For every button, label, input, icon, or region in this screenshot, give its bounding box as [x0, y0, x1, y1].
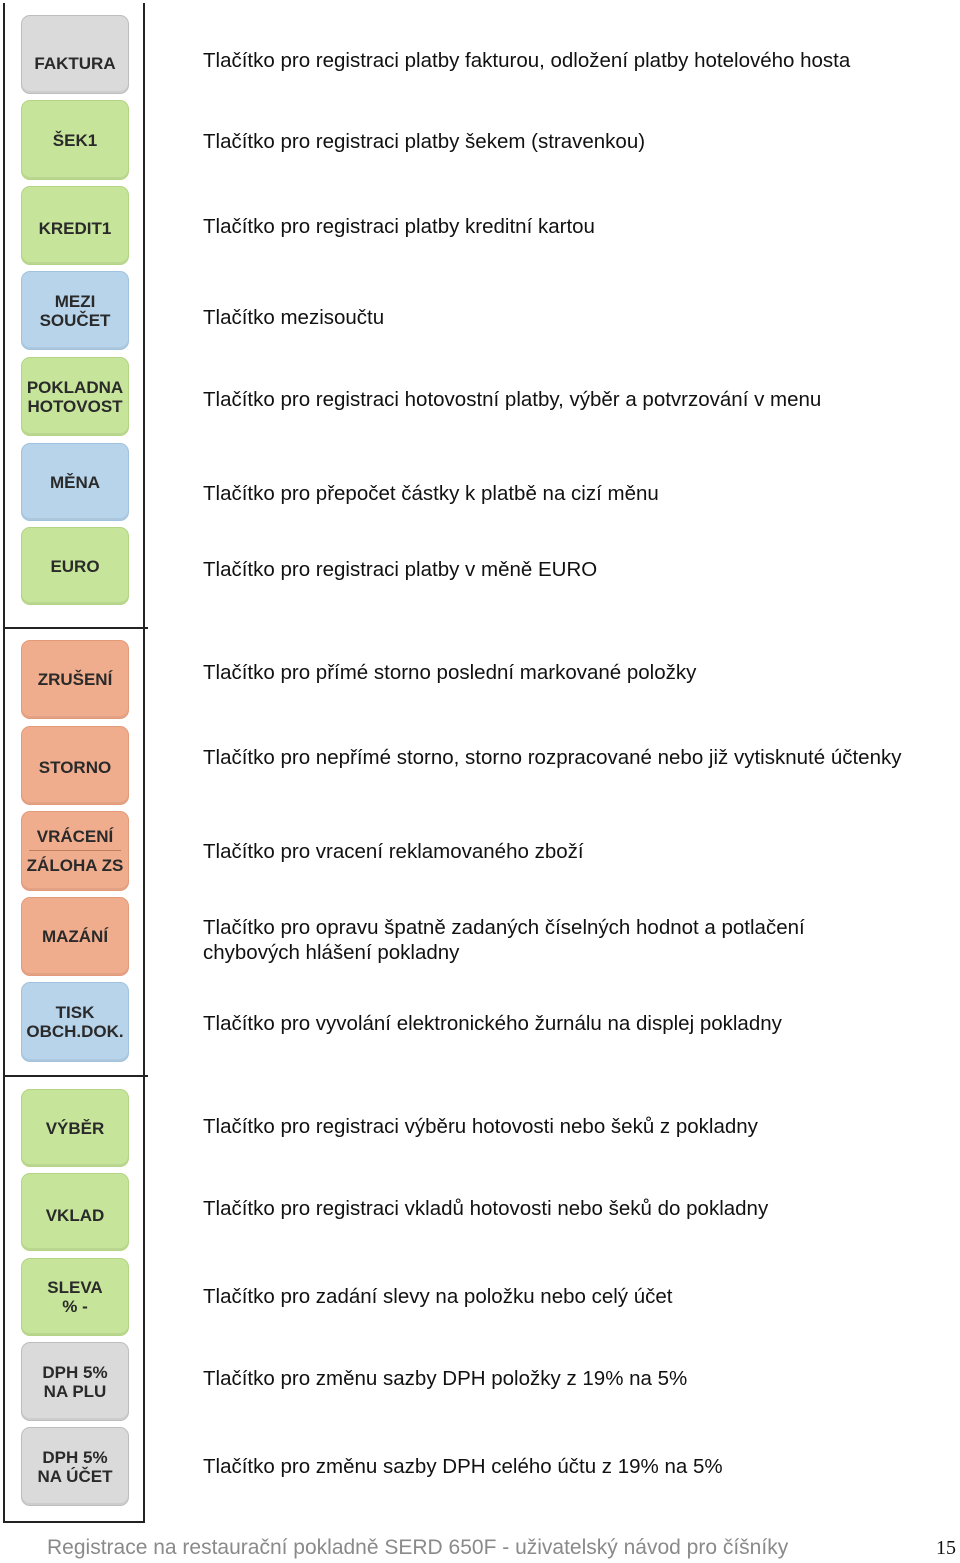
key-label: NA PLU [43, 1381, 107, 1401]
key-label: SOUČET [39, 310, 111, 330]
dph-na-plu-key[interactable] [21, 1342, 129, 1421]
key-label: POKLADNA [26, 377, 124, 397]
vraceni-description: Tlačítko pro vracení reklamovaného zboží [203, 840, 584, 863]
key-label: ŠEK1 [52, 130, 98, 150]
storno-key[interactable] [21, 726, 129, 805]
key-label: EURO [50, 556, 100, 576]
key-label: MEZI [54, 291, 96, 311]
pokladna-hotovost-description: Tlačítko pro registraci hotovostní platby, výběr a potvrzování v menu [203, 388, 822, 411]
tisk-obch-dok-key[interactable] [21, 982, 129, 1062]
vklad-key[interactable] [21, 1173, 129, 1251]
key-separator [29, 850, 121, 851]
sleva-key[interactable] [21, 1258, 129, 1336]
dph-na-ucet-description: Tlačítko pro změnu sazby DPH celého účtu z 19% na 5% [203, 1455, 723, 1478]
zruseni-key[interactable] [21, 640, 129, 719]
storno-description: Tlačítko pro nepřímé storno, storno rozpracované nebo již vytisknuté účtenky [203, 746, 902, 769]
vyber-description: Tlačítko pro registraci výběru hotovosti nebo šeků z pokladny [203, 1115, 758, 1138]
section-divider [3, 1075, 148, 1077]
mezisoucet-description: Tlačítko mezisoučtu [203, 306, 385, 329]
faktura-key[interactable] [21, 15, 129, 94]
key-label: TISK [55, 1003, 95, 1022]
mezisoucet-key[interactable] [21, 271, 129, 350]
key-label: KREDIT1 [38, 219, 112, 238]
key-label: ZRUŠENÍ [37, 670, 113, 689]
mena-key[interactable] [21, 443, 129, 521]
vklad-description: Tlačítko pro registraci vkladů hotovosti nebo šeků do pokladny [203, 1197, 769, 1220]
key-label: % - [62, 1297, 88, 1316]
key-label: HOTOVOST [27, 396, 123, 416]
tisk-description: Tlačítko pro vyvolání elektronického žurnálu na displej pokladny [203, 1012, 782, 1035]
mazani-description: Tlačítko pro opravu špatně zadaných číselných hodnot a potlačení chybových hlášení pokladny [203, 916, 805, 964]
zruseni-description: Tlačítko pro přímé storno poslední markované položky [203, 661, 697, 684]
sleva-description: Tlačítko pro zadání slevy na položku nebo celý účet [203, 1285, 673, 1308]
mena-description: Tlačítko pro přepočet částky k platbě na cizí měnu [203, 482, 659, 505]
euro-key[interactable] [21, 527, 129, 605]
vyber-key[interactable] [21, 1089, 129, 1167]
mazani-key[interactable] [21, 897, 129, 976]
vraceni-zaloha-key[interactable] [21, 811, 129, 891]
key-label: VÝBĚR [45, 1118, 105, 1138]
key-label: DPH 5% [42, 1447, 108, 1467]
dph-na-plu-description: Tlačítko pro změnu sazby DPH položky z 19% na 5% [203, 1367, 688, 1390]
kredit1-key[interactable] [21, 186, 129, 265]
key-label: FAKTURA [34, 54, 116, 73]
dph-na-ucet-key[interactable] [21, 1427, 129, 1506]
faktura-description: Tlačítko pro registraci platby fakturou, odložení platby hotelového hosta [203, 49, 851, 72]
sek1-key[interactable] [21, 100, 129, 180]
key-label: DPH 5% [42, 1362, 108, 1382]
key-label: OBCH.DOK. [26, 1022, 124, 1041]
page-footer: Registrace na restaurační pokladně SERD 650F - uživatelský návod pro číšníky [47, 1536, 789, 1559]
section-divider [3, 627, 148, 629]
euro-description: Tlačítko pro registraci platby v měně EURO [203, 558, 598, 581]
sek1-description: Tlačítko pro registraci platby šekem (stravenkou) [203, 130, 646, 153]
key-label: SLEVA [47, 1278, 103, 1297]
pokladna-hotovost-key[interactable] [21, 357, 129, 436]
key-label: VRÁCENÍ [36, 827, 114, 846]
key-label: MĚNA [49, 472, 101, 492]
page-number: 15 [936, 1537, 956, 1559]
key-label: VKLAD [45, 1205, 105, 1225]
key-label: STORNO [38, 758, 112, 777]
key-label: ZÁLOHA ZS [26, 856, 124, 875]
kredit1-description: Tlačítko pro registraci platby kreditní kartou [203, 215, 595, 238]
key-label: NA ÚČET [37, 1466, 113, 1486]
key-label: MAZÁNÍ [41, 927, 109, 946]
